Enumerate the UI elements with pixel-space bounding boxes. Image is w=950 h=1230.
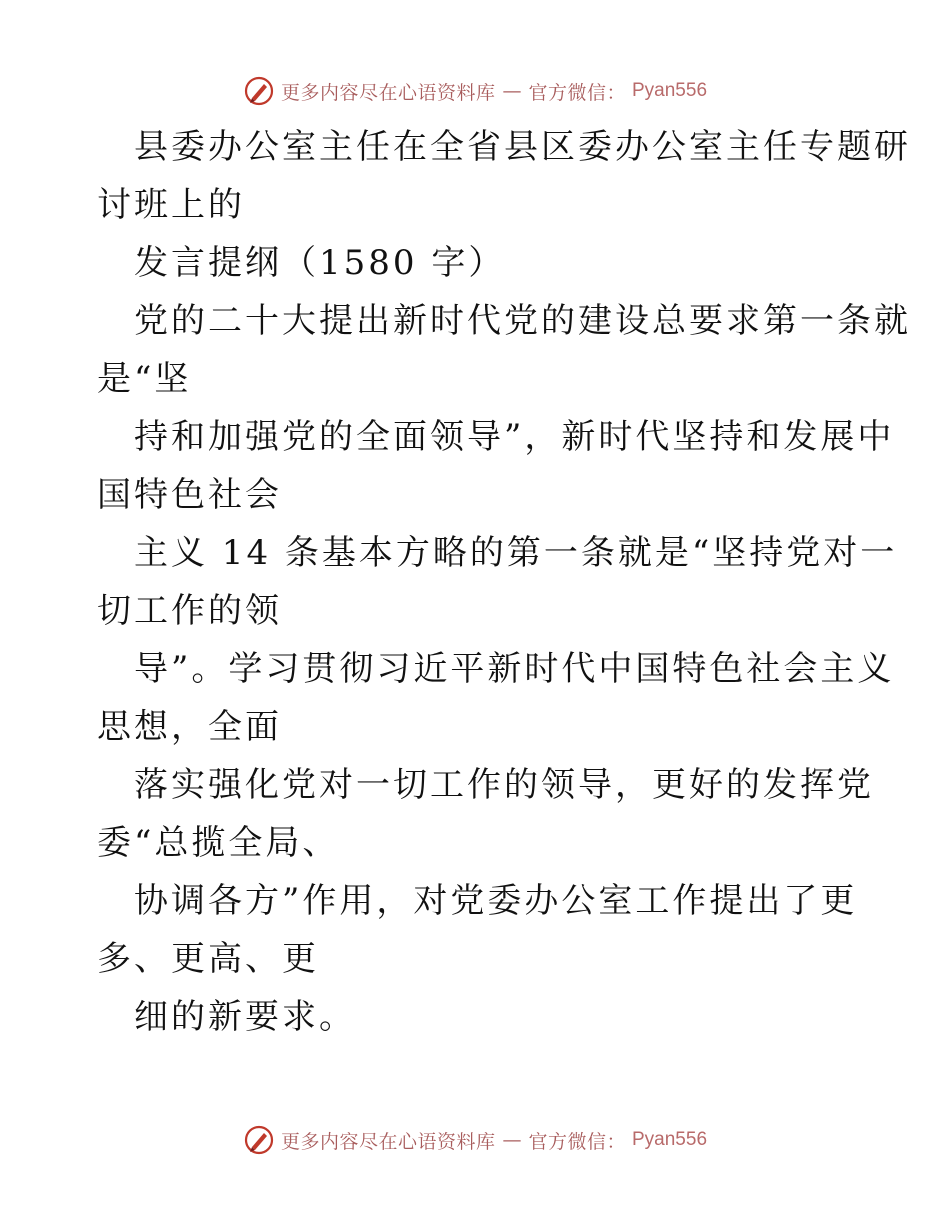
header-watermark (0, 71, 950, 111)
text-line: 是“坚 (97, 359, 192, 399)
text-line: 委“总揽全局、 (97, 823, 340, 863)
watermark-label: 官方微信： (528, 1130, 626, 1153)
watermark-text: 更多内容尽在心语资料库 (280, 1130, 496, 1153)
text-line: 切工作的领 (97, 591, 282, 631)
watermark-dash: — (502, 1129, 522, 1151)
text-line: 党的二十大提出新时代党的建设总要求第一条就 (134, 301, 911, 341)
text-line: 多、更高、更 (97, 939, 319, 979)
text-line: 发言提纲（1580 字） (134, 243, 506, 283)
text-line: 细的新要求。 (134, 997, 356, 1037)
document-body (97, 118, 911, 1046)
text-line: 县委办公室主任在全省县区委办公室主任专题研 (134, 127, 911, 167)
pen-logo-icon (243, 75, 275, 107)
pen-logo-icon (243, 1124, 275, 1156)
watermark-dash: — (502, 80, 522, 102)
watermark-account: Pyan556 (632, 1129, 708, 1150)
text-line: 主义 14 条基本方略的第一条就是“坚持党对一 (134, 533, 898, 573)
document-lines (97, 118, 911, 1046)
footer-watermark (0, 1120, 950, 1160)
text-line: 国特色社会 (97, 475, 282, 515)
watermark-label: 官方微信： (528, 81, 626, 104)
text-line: 思想，全面 (97, 707, 282, 747)
text-line: 落实强化党对一切工作的领导，更好的发挥党 (134, 765, 874, 805)
text-line: 协调各方”作用，对党委办公室工作提出了更 (134, 881, 858, 921)
text-line: 导”。学习贯彻习近平新时代中国特色社会主义 (134, 649, 895, 689)
text-line: 讨班上的 (97, 185, 245, 225)
text-line: 持和加强党的全面领导”，新时代坚持和发展中 (134, 417, 895, 457)
watermark-text: 更多内容尽在心语资料库 (280, 81, 496, 104)
watermark-account: Pyan556 (632, 80, 708, 101)
